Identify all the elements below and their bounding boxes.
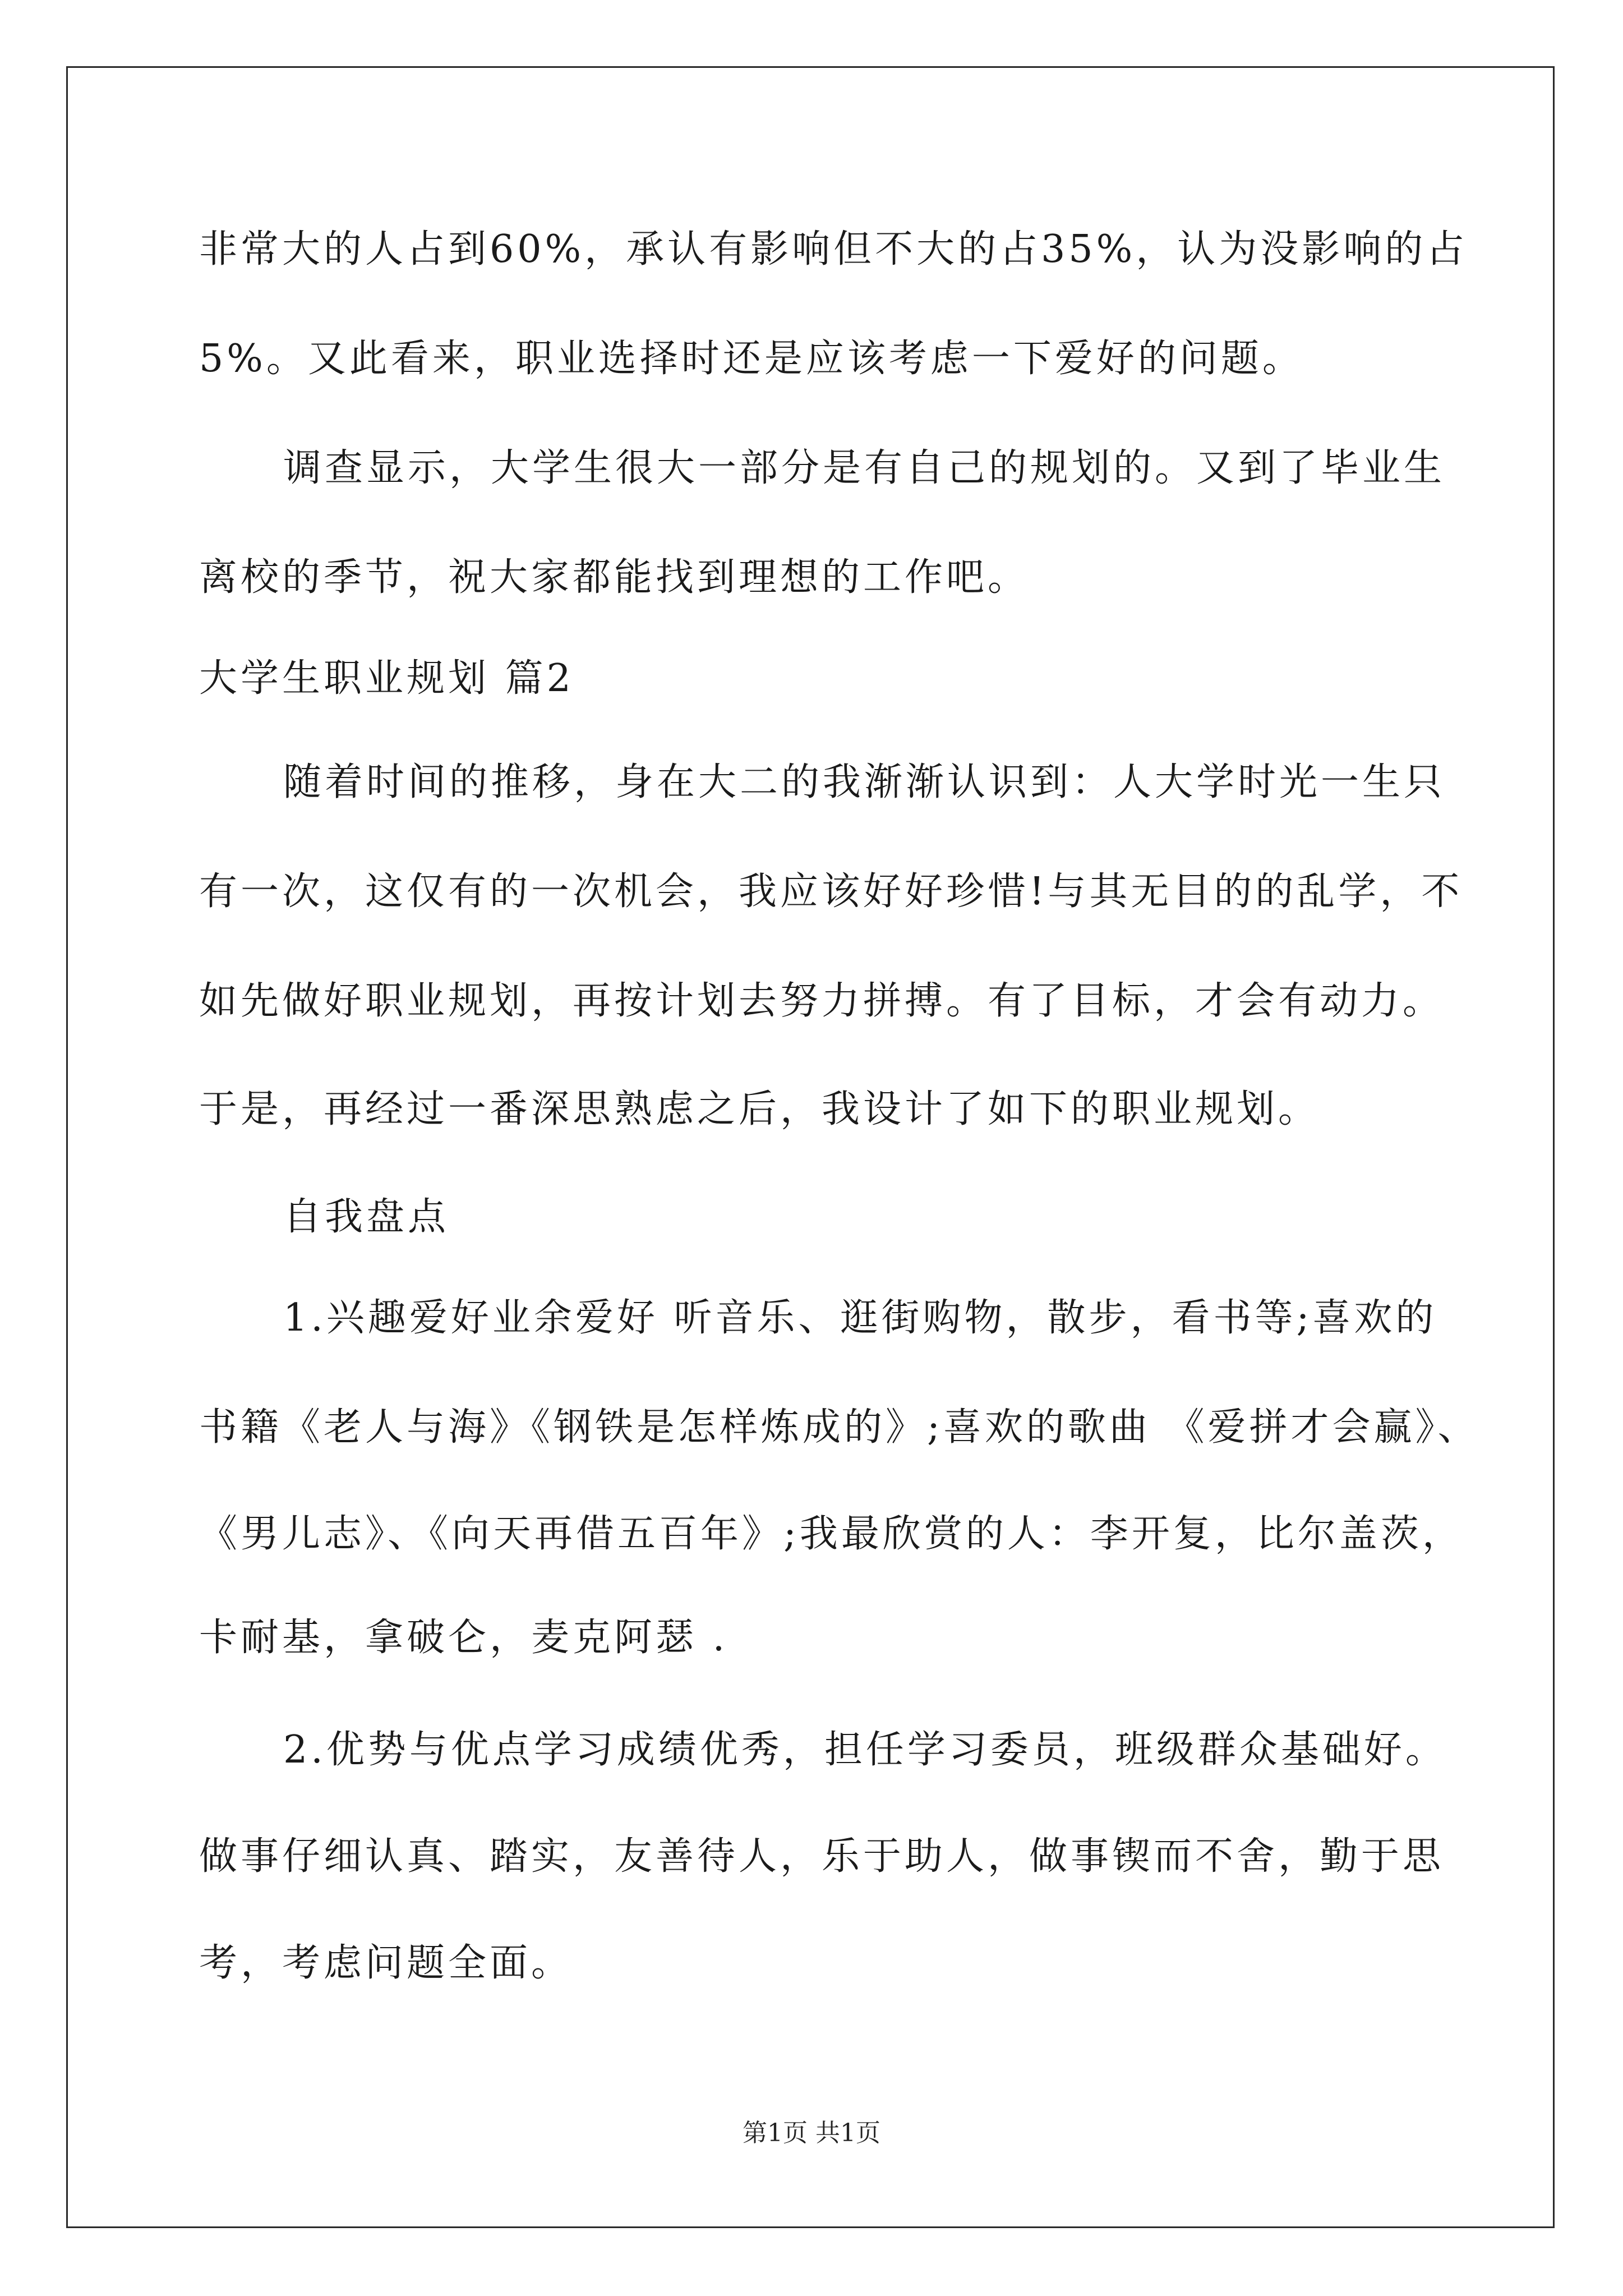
text-line: 调查显示，大学生很大一部分是有自己的规划的。又到了毕业生 xyxy=(283,446,1446,490)
page-footer xyxy=(0,2116,1623,2150)
subsection-heading: 自我盘点 xyxy=(283,1195,450,1239)
page-number: 第1页 共1页 xyxy=(743,2119,880,2147)
text-line: 《男儿志》、《向天再借五百年》;我最欣赏的人：李开复，比尔盖茨， xyxy=(199,1512,1464,1556)
text-line: 2.优势与优点学习成绩优秀，担任学习委员，班级群众基础好。 xyxy=(283,1728,1447,1772)
section-heading: 大学生职业规划 篇2 xyxy=(199,656,574,701)
text-line: 于是，再经过一番深思熟虑之后，我设计了如下的职业规划。 xyxy=(199,1087,1320,1131)
text-line: 1.兴趣爱好业余爱好 听音乐、逛街购物，散步，看书等;喜欢的 xyxy=(283,1296,1437,1340)
text-line: 5%。又此看来，职业选择时还是应该考虑一下爱好的问题。 xyxy=(199,337,1304,381)
text-line: 书籍《老人与海》《钢铁是怎样炼成的》;喜欢的歌曲 《爱拼才会赢》、 xyxy=(199,1405,1479,1450)
text-line: 如先做好职业规划，再按计划去努力拼搏。有了目标，才会有动力。 xyxy=(199,979,1445,1023)
page-border xyxy=(66,66,1555,2228)
text-line: 随着时间的推移，身在大二的我渐渐认识到：人大学时光一生只 xyxy=(283,760,1446,804)
text-line: 离校的季节，祝大家都能找到理想的工作吧。 xyxy=(199,555,1030,600)
text-line: 考，考虑问题全面。 xyxy=(199,1941,573,1985)
text-line: 非常大的人占到60%，承认有影响但不大的占35%，认为没影响的占 xyxy=(199,227,1468,272)
text-line: 有一次，这仅有的一次机会，我应该好好珍惜!与其无目的的乱学，不 xyxy=(199,869,1463,914)
text-line: 卡耐基，拿破仑，麦克阿瑟 . xyxy=(199,1616,728,1660)
text-line: 做事仔细认真、踏实，友善待人，乐于助人，做事锲而不舍，勤于思 xyxy=(199,1834,1445,1879)
